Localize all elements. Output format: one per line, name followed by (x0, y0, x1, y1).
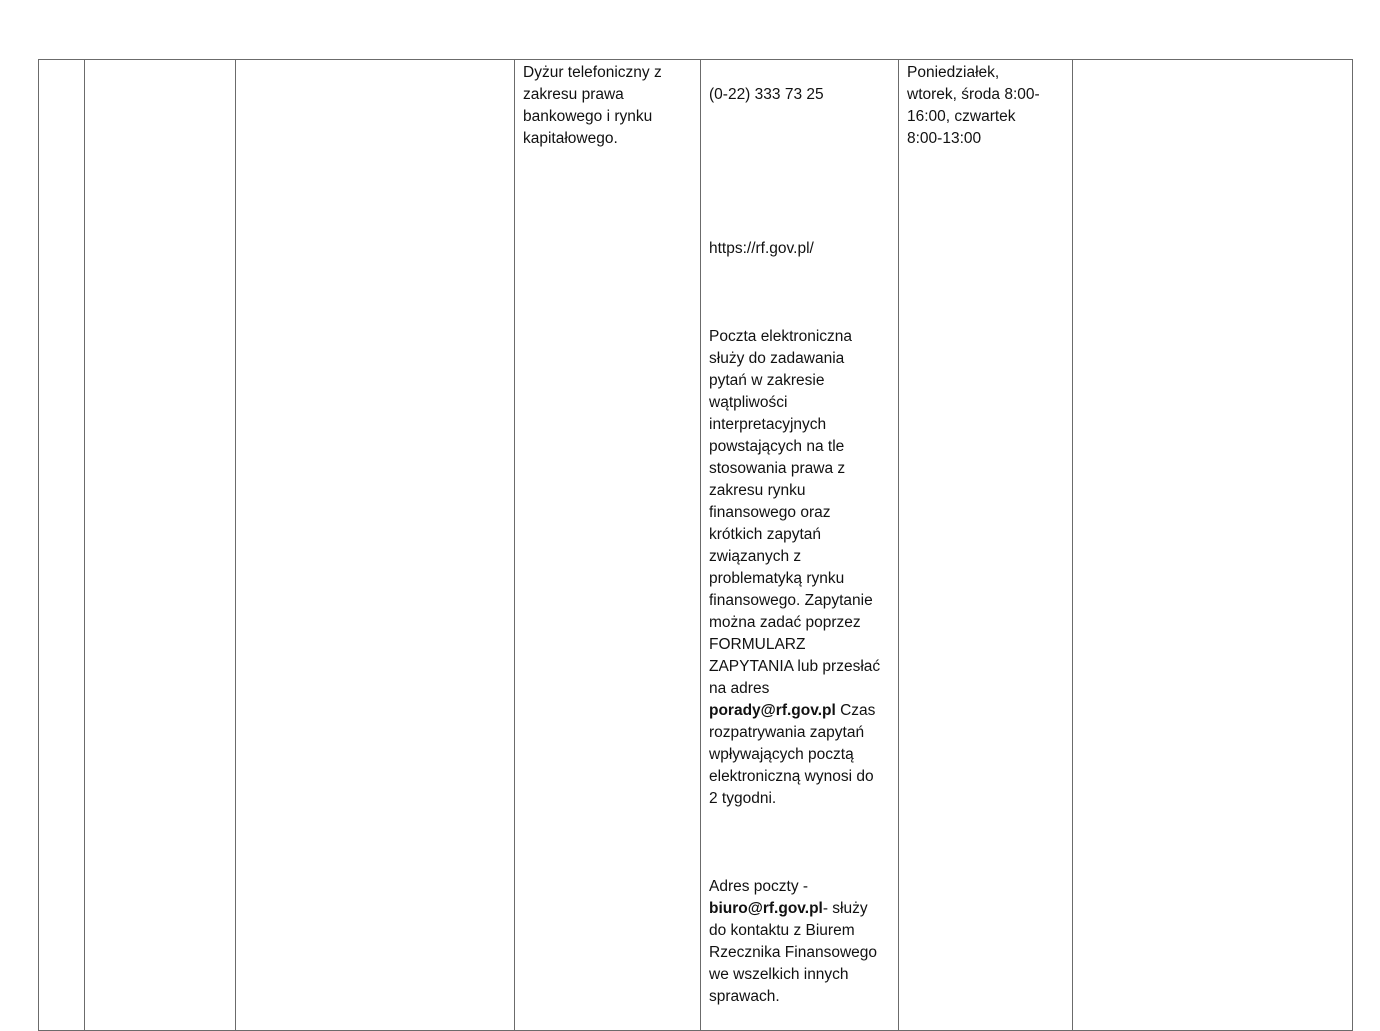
office-email-prefix: Adres poczty - (709, 878, 809, 895)
email-processing-time: Czas rozpatrywania zapytań wpływających pocztą elektroniczną wynosi do 2 tygodni. (709, 702, 876, 807)
empty-cell-address (236, 60, 515, 1031)
office-email-link[interactable]: biuro@rf.gov.pl (709, 900, 823, 917)
table-row (39, 60, 1353, 1031)
advice-email-link[interactable]: porady@rf.gov.pl (709, 702, 836, 719)
empty-cell-institution (85, 60, 236, 1031)
contact-details (701, 60, 898, 1030)
empty-cell-lp (39, 60, 85, 1031)
opening-hours: Poniedziałek, wtorek, środa 8:00- 16:00, czwartek 8:00-13:00 (907, 64, 1040, 147)
contact-cell (701, 60, 899, 1031)
office-email-paragraph (709, 876, 890, 1008)
hours-cell (899, 60, 1073, 1031)
office-email-suffix: - służy do kontaktu z Biurem Rzecznika Finansowego we wszelkich innych sprawach. (709, 900, 878, 1005)
empty-cell-notes (1073, 60, 1353, 1031)
topic-text: Dyżur telefoniczny z zakresu prawa bankowego i rynku kapitałowego. (523, 64, 662, 147)
email-info-paragraph (709, 326, 890, 810)
website-link[interactable]: https://rf.gov.pl/ (709, 240, 814, 257)
contact-table (38, 59, 1353, 1031)
email-info-intro: Poczta elektroniczna służy do zadawania pytań w zakresie wątpliwości interpretacyjnych powstających na tle stosowania prawa z zakresu rynku finansowego oraz krótkich zapytań związanych z problematyką rynku finansowego. Zapytanie można zadać poprzez FORMULARZ ZAPYTANIA lub przesłać na adres (709, 328, 881, 697)
phone-number: (0-22) 333 73 25 (709, 86, 824, 103)
topic-cell (515, 60, 701, 1031)
